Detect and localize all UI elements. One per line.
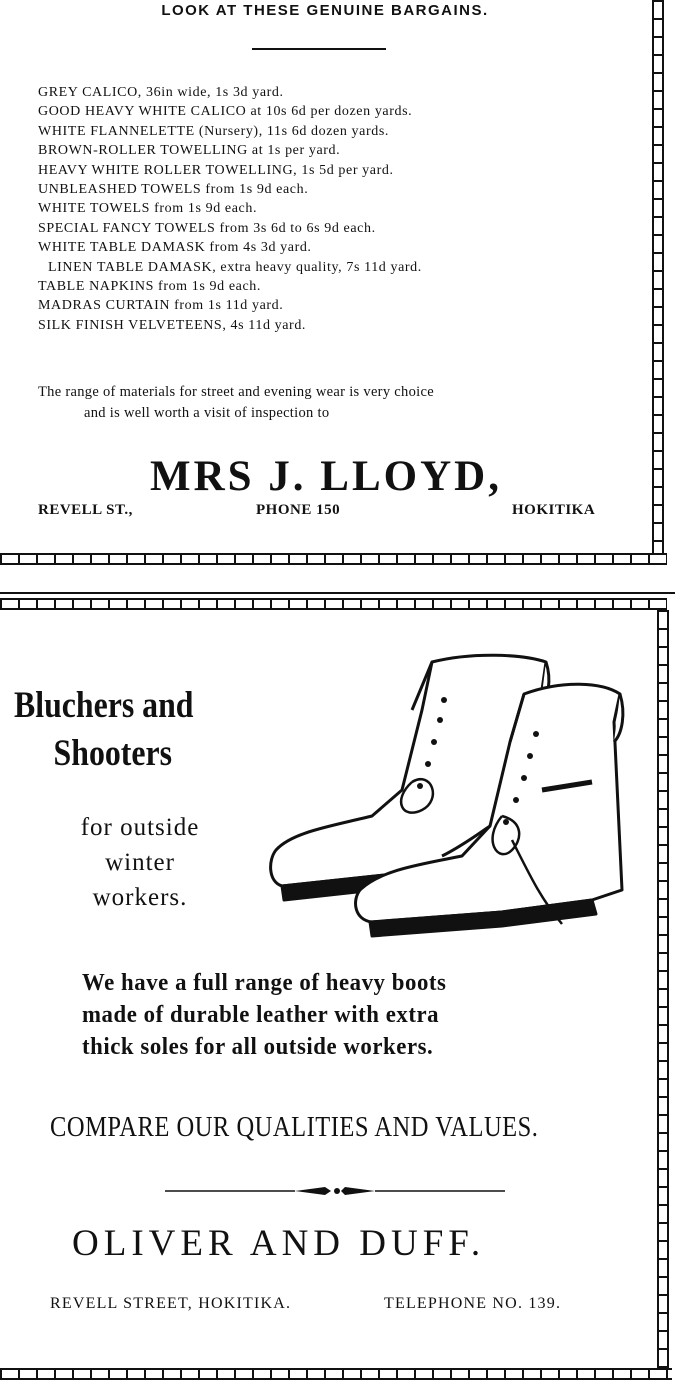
column-divider-rule — [0, 592, 675, 594]
description-line-1: We have a full range of heavy boots — [82, 969, 447, 996]
description-line-2: made of durable leather with extra — [82, 1001, 440, 1028]
oliver-bottom-border — [0, 1368, 672, 1380]
boots-illustration — [262, 650, 654, 942]
lloyd-bottom-border — [0, 553, 667, 565]
bargain-item: BROWN-ROLLER TOWELLING at 1s per yard. — [38, 143, 341, 159]
oliver-address: REVELL STREET, HOKITIKA. — [50, 1295, 292, 1312]
bluchers-title — [14, 682, 238, 778]
lloyd-right-border — [652, 0, 664, 555]
bargains-heading: LOOK AT THESE GENUINE BARGAINS. — [161, 2, 489, 19]
oliver-duff-brand-name: OLIVER AND DUFF. — [72, 1223, 486, 1264]
bargain-item: WHITE TABLE DAMASK from 4s 3d yard. — [38, 240, 312, 256]
lloyd-advertisement — [0, 0, 650, 555]
bargain-item: LINEN TABLE DAMASK, extra heavy quality, 7s 11d yard. — [48, 259, 422, 275]
lloyd-street: REVELL ST., — [38, 502, 133, 518]
bargain-item: UNBLEASHED TOWELS from 1s 9d each. — [38, 182, 309, 198]
bargain-item: SILK FINISH VELVETEENS, 4s 11d yard. — [38, 317, 307, 333]
bargain-item: HEAVY WHITE ROLLER TOWELLING, 1s 5d per yard. — [38, 162, 394, 178]
boots-description — [82, 967, 566, 1063]
bargain-list — [38, 83, 648, 335]
subtitle-line-1: for outside — [80, 814, 200, 841]
oliver-right-border — [657, 610, 669, 1370]
subtitle-line-3: workers. — [92, 884, 188, 911]
workers-subtitle — [50, 810, 230, 915]
bargain-item: GOOD HEAVY WHITE CALICO at 10s 6d per dozen yards. — [38, 104, 413, 120]
range-line-1: The range of materials for street and evening wear is very choice — [38, 384, 434, 400]
bargain-item: TABLE NAPKINS from 1s 9d each. — [38, 279, 261, 295]
flourish-ornament — [165, 1184, 505, 1198]
lloyd-brand-name: MRS J. LLOYD, — [150, 453, 502, 500]
title-line-1: Bluchers and — [14, 685, 194, 726]
heading-rule — [252, 48, 386, 50]
subtitle-line-2: winter — [105, 849, 175, 876]
lloyd-phone: PHONE 150 — [256, 502, 341, 518]
bargain-item: MADRAS CURTAIN from 1s 11d yard. — [38, 298, 284, 314]
compare-slogan: COMPARE OUR QUALITIES AND VALUES. — [50, 1112, 539, 1143]
bargain-item: WHITE FLANNELETTE (Nursery), 11s 6d dozen yards. — [38, 123, 389, 139]
oliver-telephone: TELEPHONE NO. 139. — [384, 1295, 562, 1312]
oliver-top-border — [0, 598, 667, 610]
bargain-item: SPECIAL FANCY TOWELS from 3s 6d to 6s 9d each. — [38, 220, 376, 236]
bargain-item: GREY CALICO, 36in wide, 1s 3d yard. — [38, 85, 284, 100]
description-line-3: thick soles for all outside workers. — [82, 1033, 434, 1060]
bargain-item: WHITE TOWELS from 1s 9d each. — [38, 201, 258, 217]
range-paragraph — [38, 382, 648, 424]
title-line-2: Shooters — [53, 733, 173, 774]
lloyd-town: HOKITIKA — [512, 502, 596, 518]
range-line-2: and is well worth a visit of inspection to — [84, 405, 330, 421]
